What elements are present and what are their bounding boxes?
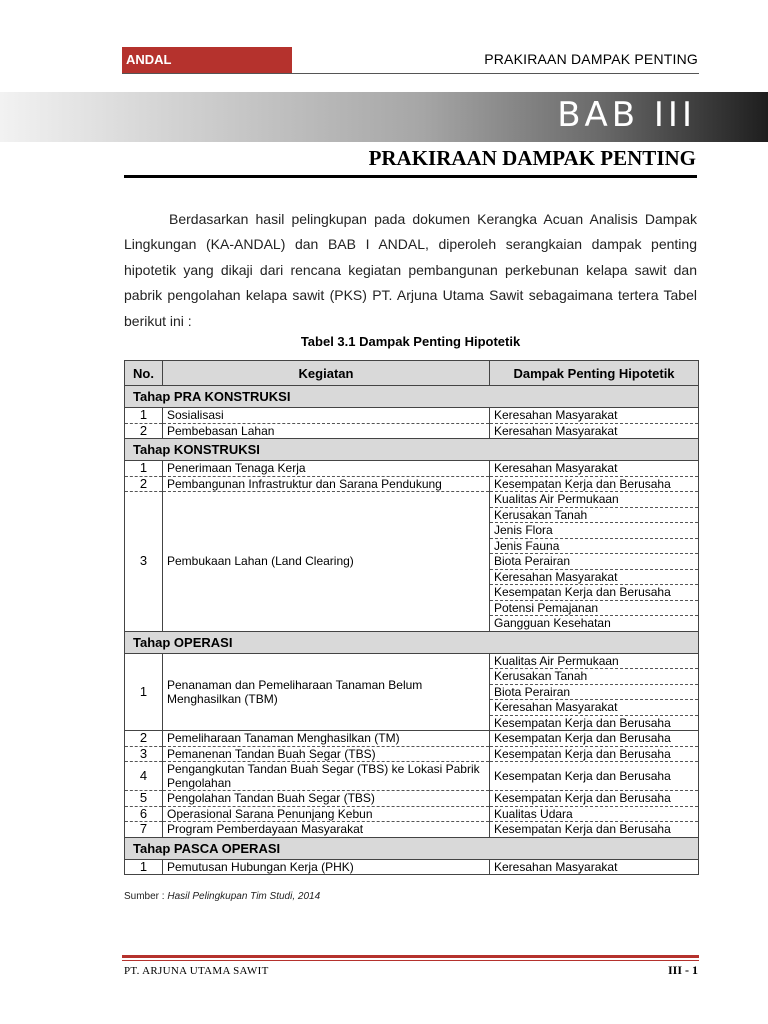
row-dampak: Kerusakan Tanah <box>490 507 699 523</box>
row-no: 2 <box>125 731 163 747</box>
header-tag: ANDAL <box>122 47 292 73</box>
row-kegiatan: Pembukaan Lahan (Land Clearing) <box>163 492 490 632</box>
row-no: 1 <box>125 461 163 477</box>
header-dampak: Dampak Penting Hipotetik <box>490 361 699 386</box>
row-kegiatan: Pemeliharaan Tanaman Menghasilkan (TM) <box>163 731 490 747</box>
table-row <box>125 791 699 807</box>
footer-rule <box>122 955 699 958</box>
row-dampak: Keresahan Masyarakat <box>490 408 699 424</box>
stage-label: Tahap PRA KONSTRUKSI <box>125 386 699 408</box>
table-row <box>125 653 699 669</box>
row-dampak: Biota Perairan <box>490 554 699 570</box>
impact-table <box>124 360 699 875</box>
row-dampak: Kesempatan Kerja dan Berusaha <box>490 585 699 601</box>
table-row <box>125 762 699 791</box>
row-kegiatan: Pengangkutan Tandan Buah Segar (TBS) ke Lokasi Pabrik Pengolahan <box>163 762 490 791</box>
table-row <box>125 423 699 439</box>
stage-label: Tahap OPERASI <box>125 631 699 653</box>
row-dampak: Biota Perairan <box>490 684 699 700</box>
header-no: No. <box>125 361 163 386</box>
stage-row <box>125 631 699 653</box>
table-row <box>125 806 699 822</box>
row-kegiatan: Pemutusan Hubungan Kerja (PHK) <box>163 859 490 875</box>
row-dampak: Kesempatan Kerja dan Berusaha <box>490 746 699 762</box>
row-no: 1 <box>125 859 163 875</box>
row-no: 7 <box>125 822 163 838</box>
stage-label: Tahap PASCA OPERASI <box>125 837 699 859</box>
source-text: Hasil Pelingkupan Tim Studi, 2014 <box>167 891 321 902</box>
row-dampak: Kesempatan Kerja dan Berusaha <box>490 762 699 791</box>
intro-paragraph: Berdasarkan hasil pelingkupan pada dokumen Kerangka Acuan Analisis Dampak Lingkungan (KA-ANDAL) dan BAB I ANDAL, diperoleh serangkaian dampak penting hipotetik yang dikaji dari rencana kegiatan pembangunan perkebunan kelapa sawit dan pabrik pengolahan kelapa sawit (PKS) PT. Arjuna Utama Sawit sebagaimana tertera Tabel berikut ini : <box>124 211 697 329</box>
footer-rule-thin <box>122 960 699 961</box>
row-dampak: Jenis Flora <box>490 523 699 539</box>
row-dampak: Jenis Fauna <box>490 538 699 554</box>
row-kegiatan: Pembebasan Lahan <box>163 423 490 439</box>
row-kegiatan: Pengolahan Tandan Buah Segar (TBS) <box>163 791 490 807</box>
stage-row <box>125 439 699 461</box>
row-no: 1 <box>125 408 163 424</box>
table-header-row <box>125 361 699 386</box>
row-no: 5 <box>125 791 163 807</box>
row-dampak: Kerusakan Tanah <box>490 669 699 685</box>
source-label: Sumber : <box>124 891 165 902</box>
table-row <box>125 492 699 508</box>
table-row <box>125 461 699 477</box>
row-dampak: Potensi Pemajanan <box>490 600 699 616</box>
row-dampak: Kualitas Air Permukaan <box>490 492 699 508</box>
row-dampak: Kualitas Air Permukaan <box>490 653 699 669</box>
row-no: 3 <box>125 746 163 762</box>
row-kegiatan: Pemanenan Tandan Buah Segar (TBS) <box>163 746 490 762</box>
table-body <box>125 386 699 875</box>
row-kegiatan: Sosialisasi <box>163 408 490 424</box>
row-kegiatan: Pembangunan Infrastruktur dan Sarana Pendukung <box>163 476 490 492</box>
row-kegiatan: Program Pemberdayaan Masyarakat <box>163 822 490 838</box>
table-row <box>125 408 699 424</box>
footer-company: PT. ARJUNA UTAMA SAWIT <box>124 965 269 977</box>
header-title: PRAKIRAAN DAMPAK PENTING <box>484 51 698 67</box>
row-no: 6 <box>125 806 163 822</box>
stage-row <box>125 386 699 408</box>
table-row <box>125 731 699 747</box>
row-dampak: Kualitas Udara <box>490 806 699 822</box>
row-no: 4 <box>125 762 163 791</box>
row-dampak: Gangguan Kesehatan <box>490 616 699 632</box>
table-row <box>125 476 699 492</box>
table-row <box>125 822 699 838</box>
chapter-title-underline <box>124 175 697 178</box>
table-row <box>125 746 699 762</box>
row-dampak: Kesempatan Kerja dan Berusaha <box>490 476 699 492</box>
table-caption: Tabel 3.1 Dampak Penting Hipotetik <box>300 334 521 349</box>
row-dampak: Keresahan Masyarakat <box>490 461 699 477</box>
row-dampak: Kesempatan Kerja dan Berusaha <box>490 731 699 747</box>
row-no: 3 <box>125 492 163 632</box>
row-no: 2 <box>125 423 163 439</box>
row-dampak: Kesempatan Kerja dan Berusaha <box>490 715 699 731</box>
table-source <box>124 891 320 902</box>
row-dampak: Kesempatan Kerja dan Berusaha <box>490 791 699 807</box>
row-dampak: Keresahan Masyarakat <box>490 569 699 585</box>
page-number: III - 1 <box>667 963 698 977</box>
stage-row <box>125 837 699 859</box>
row-kegiatan: Penerimaan Tenaga Kerja <box>163 461 490 477</box>
row-dampak: Kesempatan Kerja dan Berusaha <box>490 822 699 838</box>
chapter-label: BAB III <box>557 95 696 135</box>
header-kegiatan: Kegiatan <box>163 361 490 386</box>
row-dampak: Keresahan Masyarakat <box>490 700 699 716</box>
row-kegiatan: Penanaman dan Pemeliharaan Tanaman Belum Menghasilkan (TBM) <box>163 653 490 731</box>
row-dampak: Keresahan Masyarakat <box>490 423 699 439</box>
row-kegiatan: Operasional Sarana Penunjang Kebun <box>163 806 490 822</box>
chapter-title: PRAKIRAAN DAMPAK PENTING <box>368 146 696 170</box>
header-divider <box>122 73 699 74</box>
stage-label: Tahap KONSTRUKSI <box>125 439 699 461</box>
table-row <box>125 859 699 875</box>
row-no: 2 <box>125 476 163 492</box>
row-dampak: Keresahan Masyarakat <box>490 859 699 875</box>
row-no: 1 <box>125 653 163 731</box>
